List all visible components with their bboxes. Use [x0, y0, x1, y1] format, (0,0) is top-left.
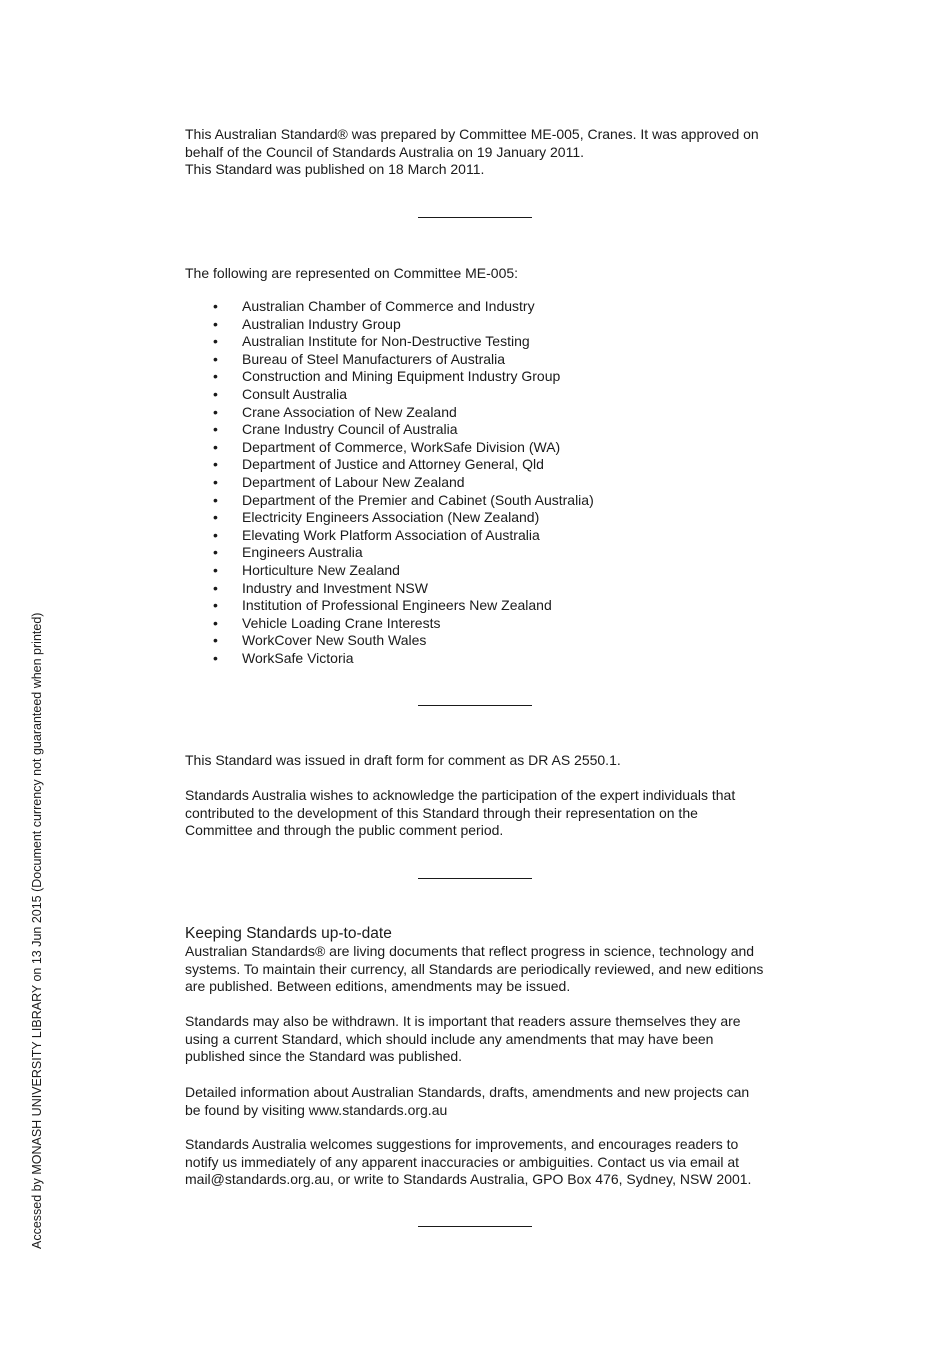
- section-heading: Keeping Standards up-to-date: [185, 925, 392, 942]
- list-item: • Construction and Mining Equipment Industry Group: [213, 368, 713, 386]
- section-divider: [418, 217, 532, 218]
- list-item: • Consult Australia: [213, 386, 713, 404]
- section-divider: [418, 705, 532, 706]
- publication-date-line: This Standard was published on 18 March 2011.: [185, 161, 485, 178]
- committee-intro-text: The following are represented on Committee ME-005:: [185, 265, 519, 281]
- list-item: • Industry and Investment NSW: [213, 580, 713, 598]
- paragraph-line: mail@standards.org.au, or write to Standards Australia, GPO Box 476, Sydney, NSW 2001.: [185, 1171, 752, 1188]
- list-item: • Australian Institute for Non-Destructive Testing: [213, 333, 713, 351]
- paragraph-line: Standards may also be withdrawn. It is important that readers assure themselves they are: [185, 1013, 741, 1029]
- committee-member-list: [213, 298, 713, 667]
- acknowledgement-line: Standards Australia wishes to acknowledge the participation of the expert individuals that: [185, 787, 736, 803]
- uptodate-paragraph-1: [185, 943, 775, 996]
- list-item: • Department of the Premier and Cabinet (South Australia): [213, 492, 713, 510]
- list-item: • Department of Labour New Zealand: [213, 474, 713, 492]
- draft-issued-text: This Standard was issued in draft form for comment as DR AS 2550.1.: [185, 752, 621, 768]
- committee-intro: [185, 265, 775, 283]
- paragraph-line: published since the Standard was published.: [185, 1048, 463, 1065]
- acknowledgement: [185, 787, 775, 840]
- access-notice: Accessed by MONASH UNIVERSITY LIBRARY on 13 Jun 2015 (Document currency not guaranteed when printed): [30, 612, 44, 1249]
- approval-statement: [185, 126, 775, 179]
- list-item: • Department of Justice and Attorney General, Qld: [213, 456, 713, 474]
- paragraph-line: Australian Standards® are living documents that reflect progress in science, technology and: [185, 943, 755, 959]
- list-item: • Bureau of Steel Manufacturers of Australia: [213, 351, 713, 369]
- uptodate-heading: [185, 925, 775, 943]
- approval-line: This Australian Standard® was prepared by Committee ME-005, Cranes. It was approved on: [185, 126, 759, 142]
- list-item: • Elevating Work Platform Association of Australia: [213, 527, 713, 545]
- uptodate-paragraph-2: [185, 1013, 775, 1066]
- list-item: • WorkCover New South Wales: [213, 632, 713, 650]
- list-item: • Vehicle Loading Crane Interests: [213, 615, 713, 633]
- paragraph-line: using a current Standard, which should include any amendments that may have been: [185, 1030, 714, 1047]
- acknowledgement-line: Committee and through the public comment period.: [185, 822, 504, 839]
- list-item: • Institution of Professional Engineers New Zealand: [213, 597, 713, 615]
- uptodate-paragraph-4: [185, 1136, 775, 1189]
- list-item: • Crane Association of New Zealand: [213, 404, 713, 422]
- paragraph-line: be found by visiting www.standards.org.au: [185, 1101, 448, 1118]
- paragraph-line: notify us immediately of any apparent inaccuracies or ambiguities. Contact us via email at: [185, 1153, 740, 1170]
- uptodate-paragraph-3: [185, 1084, 775, 1119]
- draft-statement: [185, 752, 775, 770]
- list-item: • Crane Industry Council of Australia: [213, 421, 713, 439]
- approval-line: behalf of the Council of Standards Australia on 19 January 2011.: [185, 143, 585, 160]
- list-item: • Engineers Australia: [213, 544, 713, 562]
- paragraph-line: Standards Australia welcomes suggestions for improvements, and encourages readers to: [185, 1136, 739, 1152]
- acknowledgement-line: contributed to the development of this Standard through their representation on the: [185, 804, 698, 821]
- list-item: • Department of Commerce, WorkSafe Division (WA): [213, 439, 713, 457]
- list-item: • WorkSafe Victoria: [213, 650, 713, 668]
- paragraph-line: Detailed information about Australian Standards, drafts, amendments and new projects can: [185, 1084, 750, 1100]
- list-item: • Horticulture New Zealand: [213, 562, 713, 580]
- paragraph-line: are published. Between editions, amendments may be issued.: [185, 978, 571, 995]
- list-item: • Electricity Engineers Association (New Zealand): [213, 509, 713, 527]
- list-item: • Australian Chamber of Commerce and Industry: [213, 298, 713, 316]
- paragraph-line: systems. To maintain their currency, all Standards are periodically reviewed, and new editions: [185, 960, 764, 977]
- section-divider: [418, 878, 532, 879]
- list-item: • Australian Industry Group: [213, 316, 713, 334]
- section-divider: [418, 1226, 532, 1227]
